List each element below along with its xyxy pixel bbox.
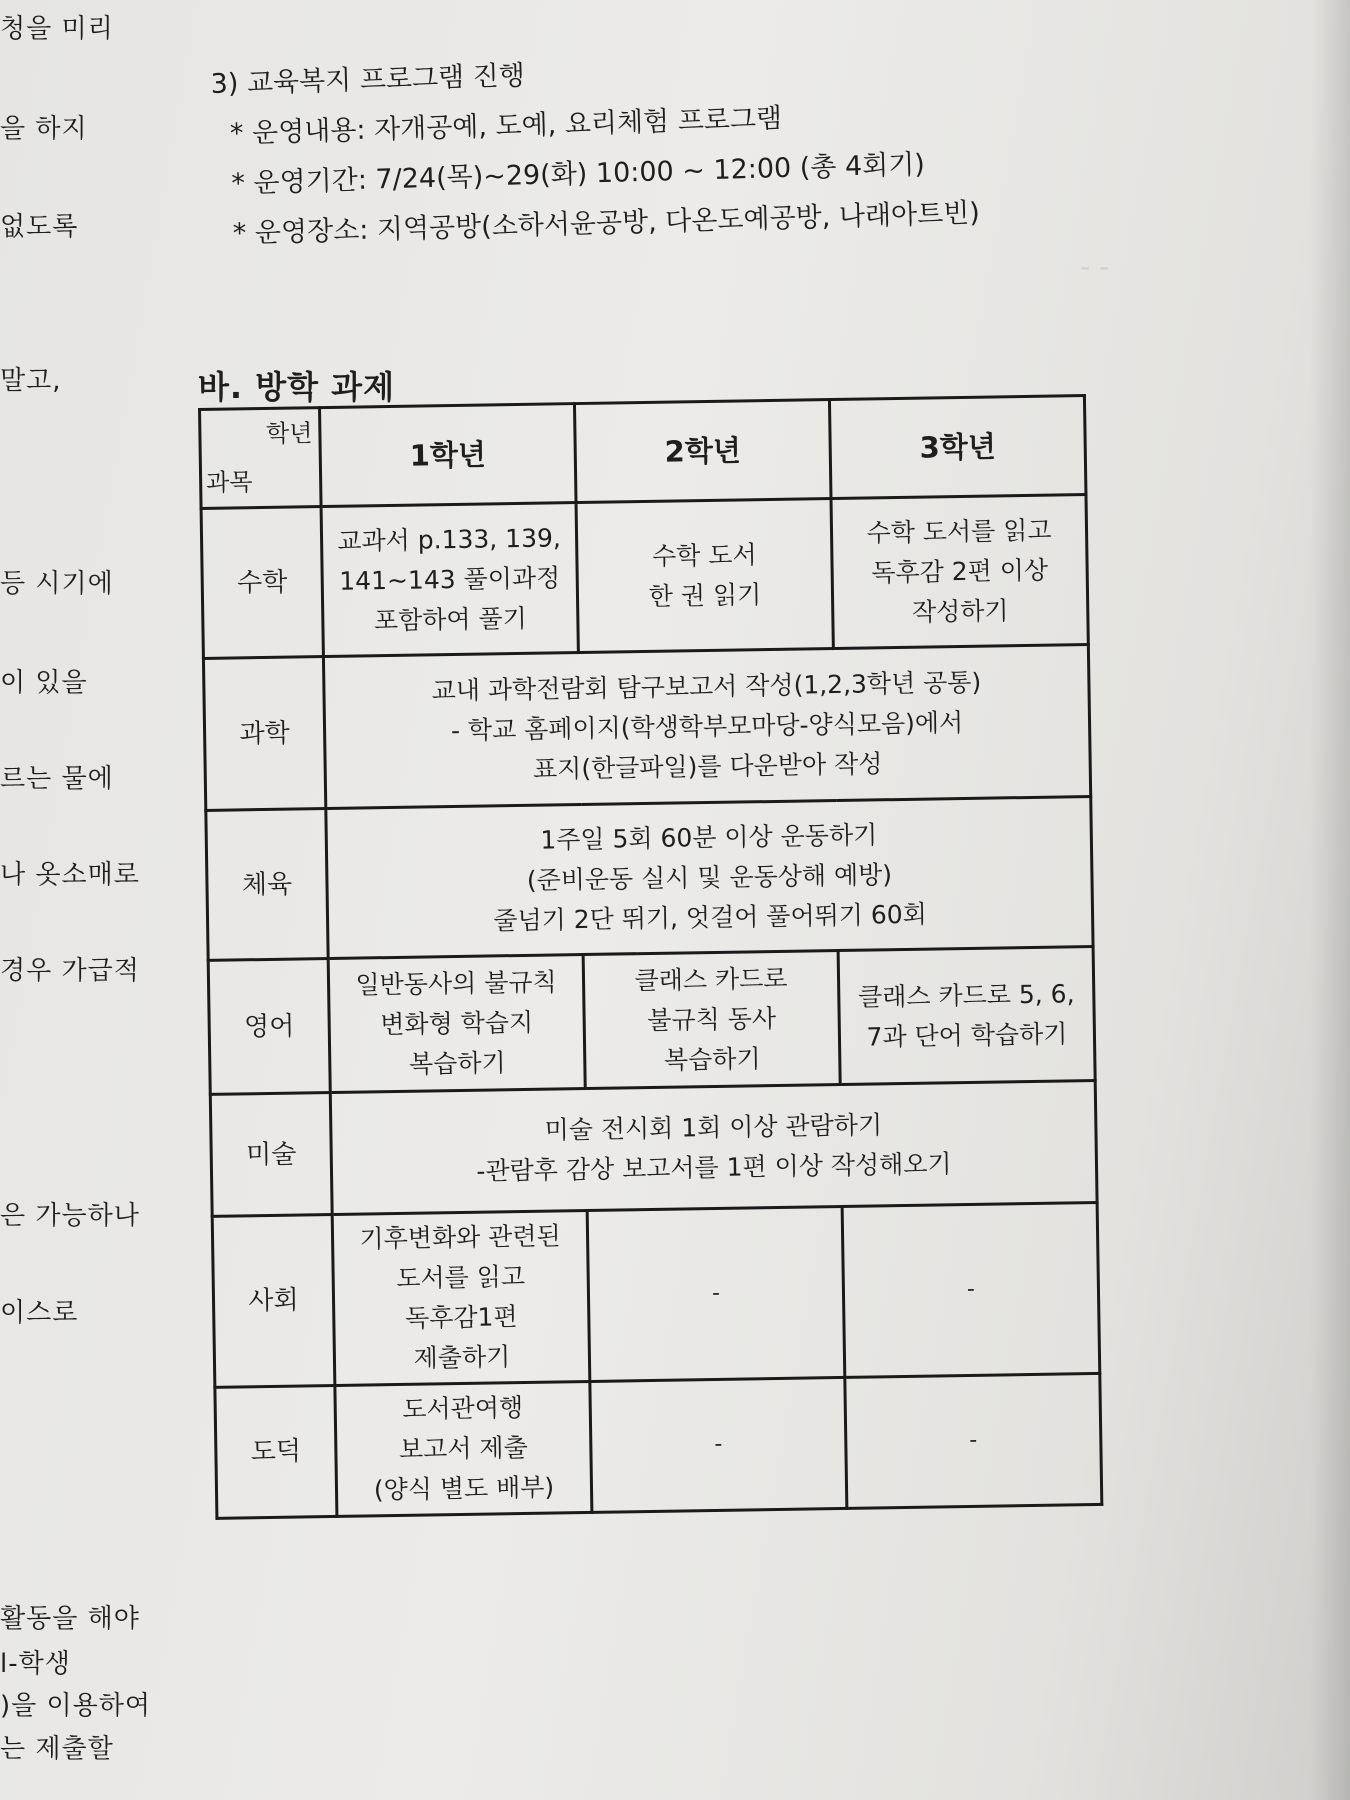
table-row	[215, 1373, 1102, 1518]
program-heading: 3) 교육복지 프로그램 진행	[210, 60, 526, 100]
subject-cell: 체육	[206, 809, 328, 961]
table-row	[206, 797, 1093, 961]
section-title: 바. 방학 과제	[198, 368, 395, 406]
task-cell: 일반동사의 불규칙 변화형 학습지 복습하기	[328, 955, 585, 1093]
subject-cell: 과학	[203, 657, 325, 811]
task-cell: 수학 도서 한 권 읽기	[576, 499, 833, 653]
left-fragment: 청을 미리	[0, 14, 114, 44]
task-cell: 클래스 카드로 5, 6, 7과 단어 학습하기	[838, 947, 1095, 1085]
table-row	[212, 1202, 1100, 1387]
left-fragment: 르는 물에	[0, 764, 114, 794]
left-fragment: 활동을 해야	[0, 1604, 140, 1634]
task-cell: 교과서 p.133, 139, 141~143 풀이과정 포함하여 풀기	[321, 503, 578, 657]
task-cell: 수학 도서를 읽고 독후감 2편 이상 작성하기	[831, 495, 1088, 649]
subject-cell: 사회	[212, 1214, 335, 1387]
table-row	[210, 1080, 1097, 1216]
program-item: * 운영기간: 7/24(목)~29(화) 10:00 ~ 12:00 (총 4회기)	[231, 149, 926, 200]
table-row	[201, 495, 1088, 659]
bleed-through-text: - -	[1080, 250, 1110, 283]
left-fragment: 은 가능하나	[0, 1201, 140, 1231]
task-cell: 도서관여행 보고서 제출 (양식 별도 배부)	[335, 1381, 592, 1516]
corner-subject-label: 과목	[205, 468, 253, 497]
grade-header: 3학년	[829, 396, 1086, 499]
left-fragment: 말고,	[0, 366, 62, 396]
subject-cell: 도덕	[215, 1385, 337, 1518]
corner-cell	[200, 408, 322, 509]
task-cell-empty: -	[587, 1206, 845, 1381]
homework-table	[198, 394, 1103, 1520]
left-fragment: 등 시기에	[0, 569, 114, 599]
left-fragment: l-학생	[0, 1649, 71, 1679]
task-cell-empty: -	[842, 1202, 1100, 1377]
subject-cell: 미술	[210, 1093, 332, 1217]
left-fragment: 경우 가급적	[0, 956, 140, 986]
merged-task-cell: 1주일 5회 60분 이상 운동하기 (준비운동 실시 및 운동상해 예방) 줄넘기 2단 뛰기, 엇걸어 풀어뛰기 60회	[326, 797, 1093, 959]
left-fragment: 나 옷소매로	[0, 860, 140, 890]
merged-task-cell: 교내 과학전람회 탐구보고서 작성(1,2,3학년 공통) - 학교 홈페이지(학생학부모마당-양식모음)에서 표지(한글파일)를 다운받아 작성	[323, 645, 1090, 809]
program-item: * 운영내용: 자개공예, 도예, 요리체험 프로그램	[229, 103, 783, 150]
homework-table-wrap	[198, 394, 1100, 1520]
left-fragment: 이스로	[0, 1298, 79, 1328]
left-fragment: )을 이용하여	[0, 1691, 151, 1721]
task-cell: 기후변화와 관련된 도서를 읽고 독후감1편 제출하기	[332, 1210, 590, 1385]
program-item: * 운영장소: 지역공방(소하서윤공방, 다온도예공방, 나래아트빈)	[232, 197, 981, 250]
merged-task-cell: 미술 전시회 1회 이상 관람하기 -관람후 감상 보고서를 1편 이상 작성해오기	[330, 1080, 1097, 1214]
left-fragment: 을 하지	[0, 114, 88, 144]
grade-header: 1학년	[320, 404, 577, 507]
program-notes	[210, 39, 981, 260]
table-row	[208, 947, 1095, 1095]
subject-cell: 영어	[208, 959, 330, 1095]
page-edge-shadow	[1310, 0, 1350, 1800]
task-cell: 클래스 카드로 불규칙 동사 복습하기	[583, 951, 840, 1089]
task-cell-empty: -	[845, 1373, 1102, 1508]
left-fragment: 없도록	[0, 212, 79, 242]
corner-grade-label: 학년	[265, 419, 313, 448]
grade-header: 2학년	[574, 400, 831, 503]
task-cell-empty: -	[590, 1377, 847, 1512]
subject-cell: 수학	[201, 507, 323, 659]
table-row	[203, 645, 1090, 811]
table-header-row	[200, 396, 1086, 509]
left-fragment: 이 있을	[0, 668, 88, 698]
left-fragment: 는 제출할	[0, 1734, 114, 1764]
